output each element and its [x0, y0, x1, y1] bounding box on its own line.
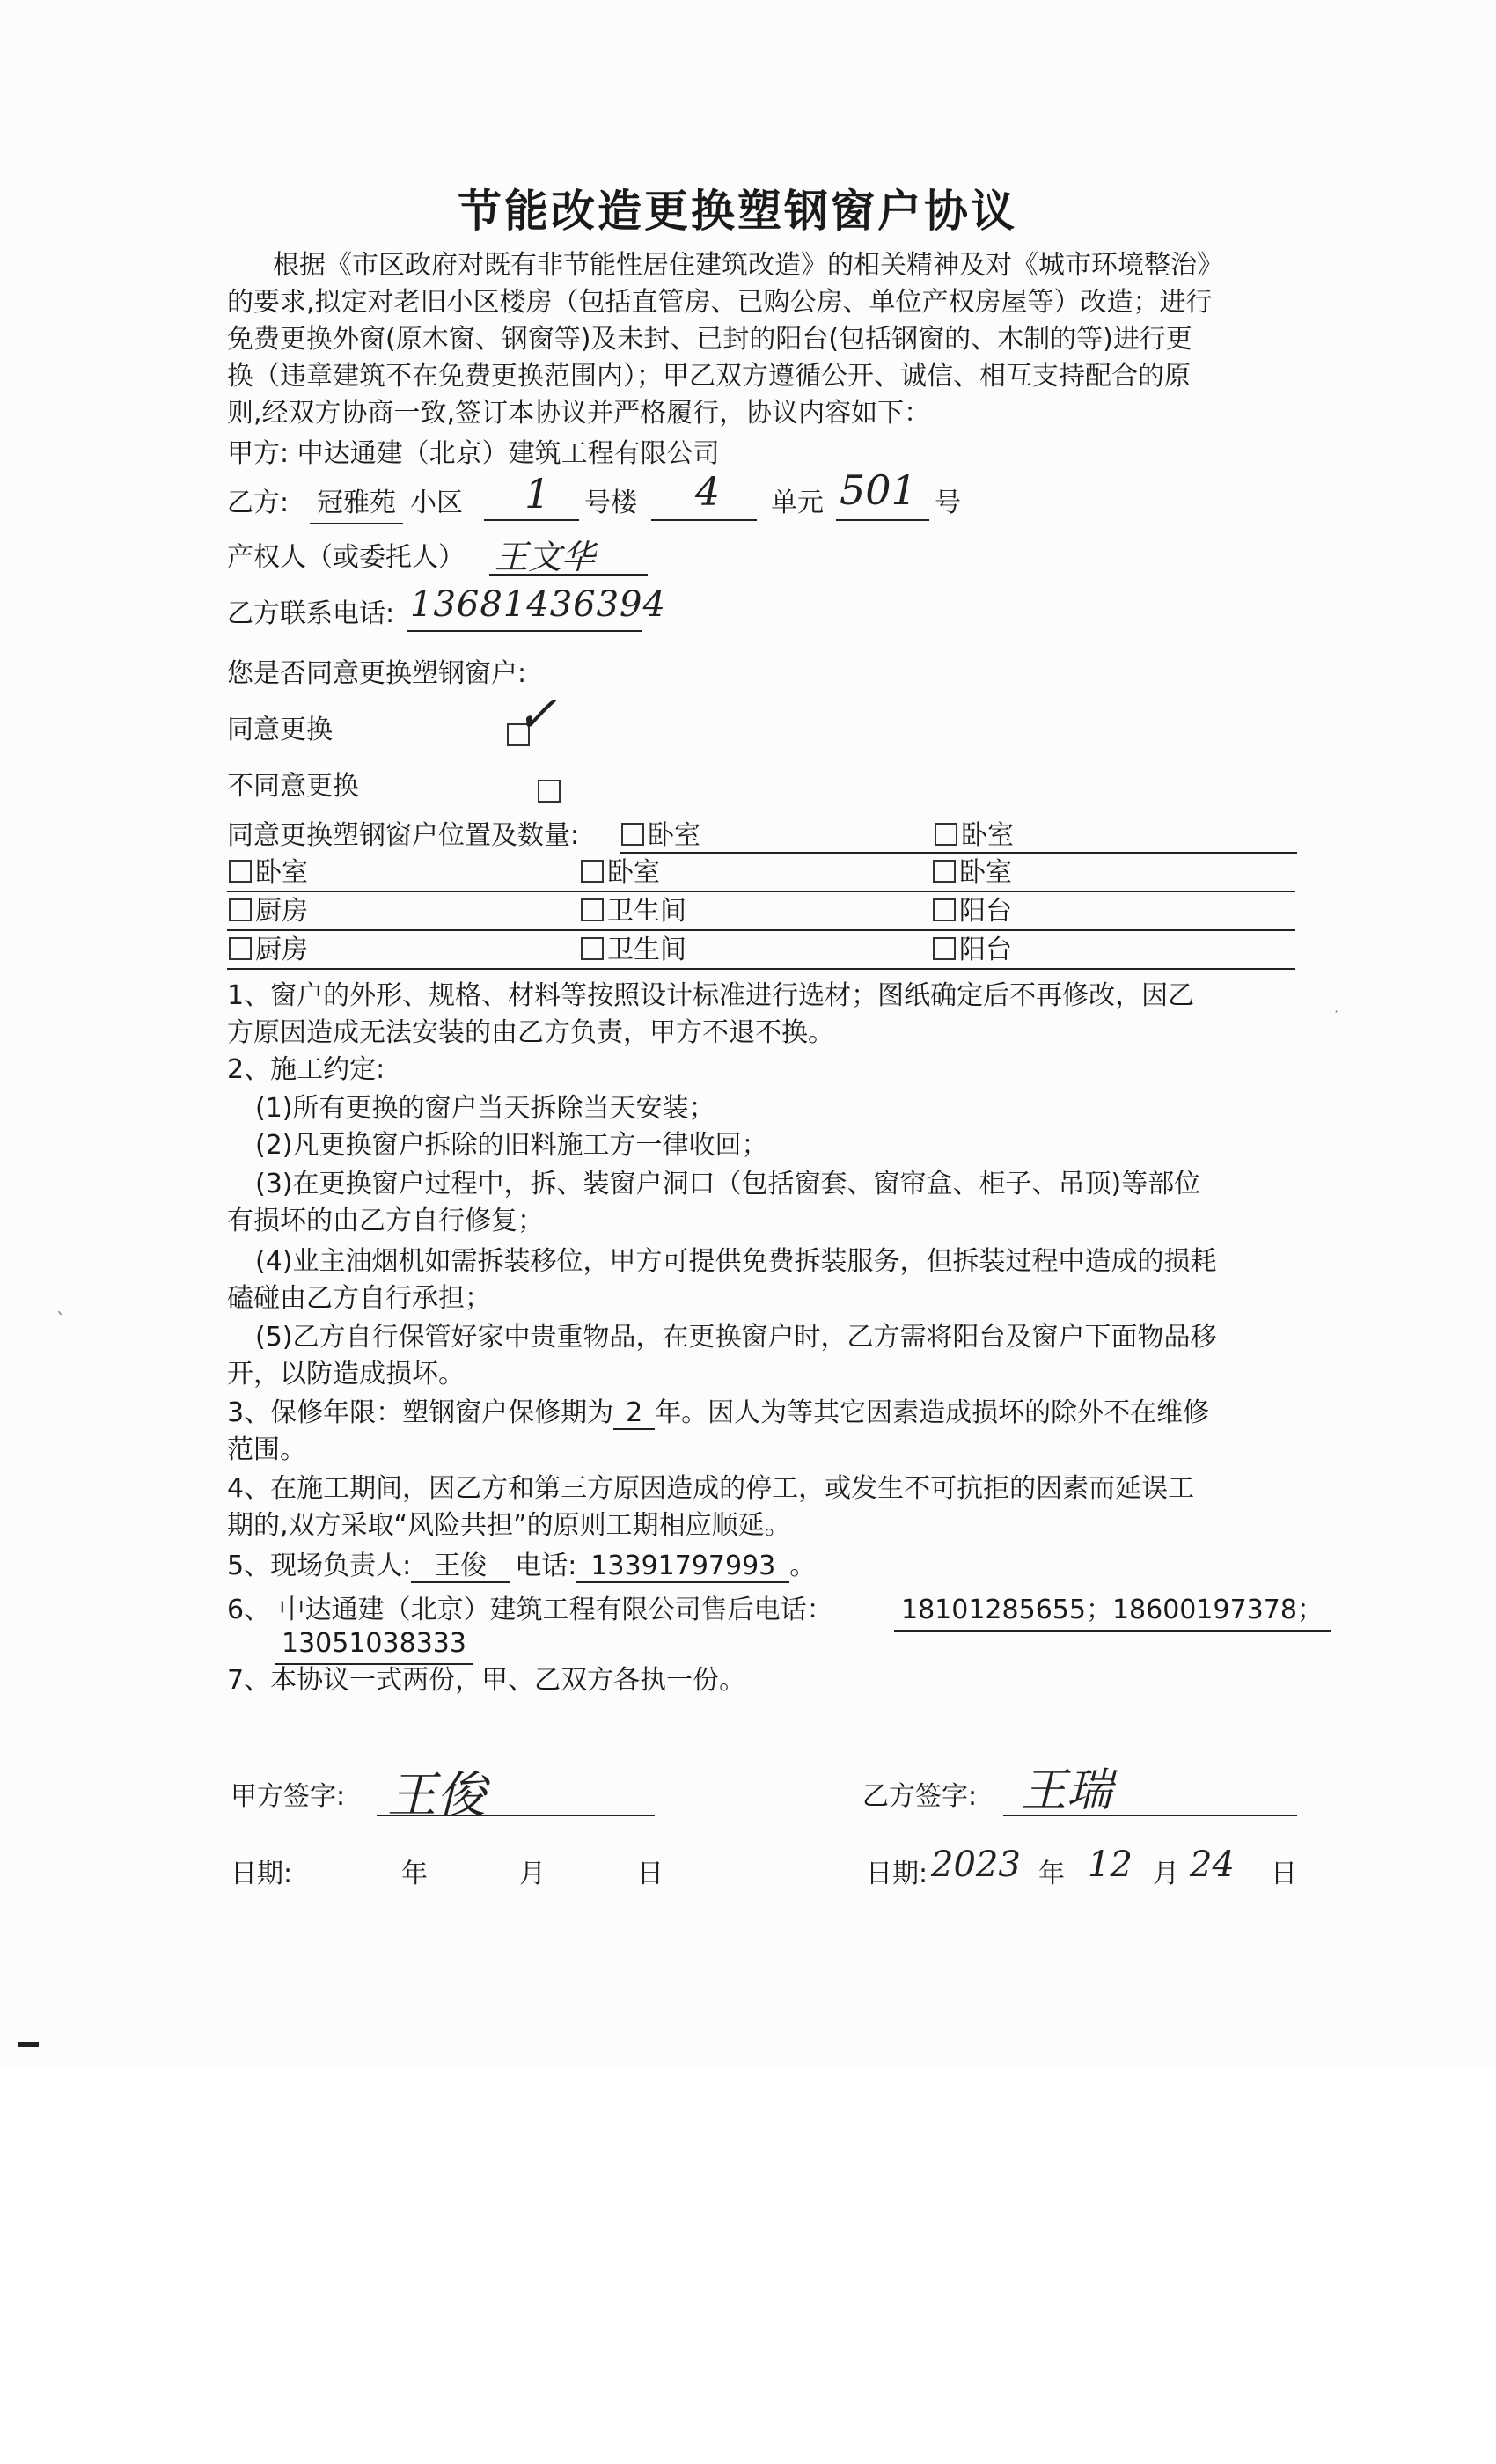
checkbox-icon: [933, 860, 956, 883]
table-rule-4: [227, 968, 1295, 970]
party-b-label: 乙方:: [227, 488, 290, 518]
room-label: 阳台: [959, 896, 1012, 927]
position-bedroom-4: [581, 854, 660, 892]
room-number: 501: [840, 466, 917, 514]
party-b-sign-label: 乙方签字:: [862, 1781, 978, 1812]
clause-3-line-1: [227, 1394, 1209, 1433]
clause-5-phone-label: 电话:: [515, 1551, 577, 1581]
room-underline: [836, 519, 929, 521]
position-bedroom-5: [933, 854, 1012, 892]
party-a-date-label: 日期:: [231, 1859, 293, 1889]
checkbox-icon: [621, 823, 644, 846]
clause-2-1: (1)所有更换的窗户当天拆除当天安装；: [255, 1093, 715, 1124]
phone-number: 13681436394: [410, 584, 666, 625]
phone-label: 乙方联系电话:: [227, 598, 395, 629]
room-label: 厨房: [255, 896, 308, 927]
building-suffix: 号楼: [584, 488, 637, 518]
clause-4-line-1: 4、在施工期间，因乙方和第三方原因造成的停工，或发生不可抗拒的因素而延误工: [227, 1473, 1195, 1504]
scan-speck: ·: [1334, 1003, 1339, 1020]
party-b-month: 月: [1153, 1859, 1179, 1889]
intro-line-4: 换（违章建筑不在免费更换范围内）；甲乙双方遵循公开、诚信、相互支持配合的原: [227, 361, 1191, 392]
disagree-checkbox: [538, 780, 561, 803]
room-label: 阳台: [959, 935, 1012, 965]
party-a-name: 中达通建（北京）建筑工程有限公司: [297, 438, 720, 469]
warranty-years: 2: [613, 1397, 655, 1430]
position-bedroom-1: [621, 817, 700, 855]
room-label: 卧室: [255, 857, 308, 888]
clause-6-pre: 6、 中达通建（北京）建筑工程有限公司售后电话：: [227, 1595, 833, 1625]
checkbox-icon: [933, 898, 956, 921]
clause-3-line-2: 范围。: [227, 1434, 306, 1465]
position-bathroom-2: [581, 931, 686, 970]
party-b-community-suffix: 小区: [410, 488, 463, 518]
party-a: [227, 435, 720, 473]
clause-1-line-2: 方原因造成无法安装的由乙方负责，甲方不退不换。: [227, 1017, 834, 1048]
clause-5-end: 。: [789, 1551, 817, 1581]
party-a-day: 日: [637, 1859, 664, 1889]
clause-2: 2、施工约定:: [227, 1054, 385, 1085]
intro-line-5: 则,经双方协商一致,签订本协议并严格履行，协议内容如下：: [227, 398, 931, 429]
phone-underline: [407, 630, 642, 632]
clause-7: 7、本协议一式两份，甲、乙双方各执一份。: [227, 1665, 746, 1696]
intro-line-3: 免费更换外窗(原木窗、钢窗等)及未封、已封的阳台(包括钢窗的、木制的等)进行更: [227, 324, 1192, 355]
after-sales-phones: 18101285655；18600197378；: [894, 1591, 1331, 1632]
building-number: 1: [524, 470, 551, 517]
clause-2-3-line-2: 有损坏的由乙方自行修复；: [227, 1206, 544, 1236]
building-underline: [484, 519, 579, 521]
room-label: 卧室: [648, 820, 700, 851]
party-b-date-label: 日期:: [866, 1859, 928, 1889]
position-bedroom-3: [229, 854, 308, 892]
positions-label: 同意更换塑钢窗户位置及数量:: [227, 820, 580, 851]
room-label: 卧室: [961, 820, 1014, 851]
party-a-sign-label: 甲方签字:: [231, 1781, 346, 1812]
clause-3-pre: 3、保修年限：塑钢窗户保修期为: [227, 1397, 614, 1428]
party-a-year: 年: [401, 1859, 428, 1889]
checkbox-icon: [581, 937, 604, 960]
party-a-label: 甲方:: [227, 438, 290, 469]
room-label: 厨房: [255, 935, 308, 965]
clause-3-post: 年。因人为等其它因素造成损坏的除外不在维修: [655, 1397, 1210, 1428]
party-b-year: 年: [1038, 1859, 1065, 1889]
party-b-day-value: 24: [1190, 1844, 1235, 1885]
party-b-year-value: 2023: [931, 1844, 1021, 1885]
party-b-day: 日: [1271, 1859, 1297, 1889]
checkbox-icon: [581, 898, 604, 921]
unit-underline: [651, 519, 757, 521]
party-b-month-value: 12: [1088, 1844, 1133, 1885]
party-b-signature: 王瑞: [1021, 1764, 1113, 1817]
clause-2-4-line-1: (4)业主油烟机如需拆装移位，甲方可提供免费拆装服务，但拆装过程中造成的损耗: [255, 1246, 1217, 1277]
document-title: 节能改造更换塑钢窗户协议: [458, 186, 1017, 237]
clause-1-line-1: 1、窗户的外形、规格、材料等按照设计标准进行选材；图纸确定后不再修改，因乙: [227, 980, 1195, 1011]
owner-label: 产权人（或委托人）: [227, 542, 465, 573]
position-bathroom-1: [581, 892, 686, 931]
checkbox-icon: [229, 860, 252, 883]
site-manager-name: 王俊: [411, 1551, 510, 1583]
after-sales-phone-3: 13051038333: [275, 1624, 473, 1665]
table-rule-2: [227, 891, 1295, 892]
owner-signature: 王文华: [495, 538, 596, 576]
site-manager-phone: 13391797993: [576, 1551, 789, 1583]
room-label: 卫生间: [607, 935, 686, 965]
intro-line-1: 根据《市区政府对既有非节能性居住建筑改造》的相关精神及对《城市环境整治》: [273, 250, 1223, 281]
party-b-community: 冠雅苑: [310, 484, 403, 524]
room-label: 卧室: [607, 857, 660, 888]
table-rule-3: [227, 929, 1295, 931]
clause-2-4-line-2: 磕碰由乙方自行承担；: [227, 1283, 491, 1314]
clause-2-3-line-1: (3)在更换窗户过程中，拆、装窗户洞口（包括窗套、窗帘盒、柜子、吊顶)等部位: [255, 1169, 1201, 1199]
checkbox-icon: [229, 898, 252, 921]
room-label: 卧室: [959, 857, 1012, 888]
position-bedroom-2: [935, 817, 1014, 855]
position-kitchen-2: [229, 931, 308, 970]
checkbox-icon: [581, 860, 604, 883]
disagree-label: 不同意更换: [227, 771, 359, 802]
room-label: 卫生间: [607, 896, 686, 927]
clause-2-5-line-2: 开，以防造成损坏。: [227, 1359, 465, 1390]
scan-speck: ˎ: [56, 1294, 65, 1315]
scan-edge-mark: [18, 2042, 39, 2047]
unit-number: 4: [695, 470, 720, 515]
clause-2-5-line-1: (5)乙方自行保管好家中贵重物品，在更换窗户时，乙方需将阳台及窗户下面物品移: [255, 1322, 1217, 1353]
clause-5-pre: 5、现场负责人:: [227, 1551, 412, 1581]
party-a-month: 月: [519, 1859, 546, 1889]
checkbox-icon: [935, 823, 957, 846]
checkbox-icon: [229, 937, 252, 960]
checkbox-icon: [933, 937, 956, 960]
clause-5: [227, 1547, 816, 1586]
position-balcony-2: [933, 931, 1012, 970]
unit-suffix: 单元: [771, 488, 824, 518]
position-balcony-1: [933, 892, 1012, 931]
agree-label: 同意更换: [227, 715, 333, 745]
intro-line-2: 的要求,拟定对老旧小区楼房（包括直管房、已购公房、单位产权房屋等）改造；进行: [227, 287, 1213, 318]
question: 您是否同意更换塑钢窗户:: [227, 658, 527, 689]
position-kitchen-1: [229, 892, 308, 931]
clause-2-2: (2)凡更换窗户拆除的旧料施工方一律收回；: [255, 1130, 768, 1161]
room-suffix: 号: [935, 488, 961, 518]
clause-4-line-2: 期的,双方采取“风险共担”的原则工期相应顺延。: [227, 1510, 791, 1541]
agree-checkmark: ✓: [516, 686, 557, 744]
party-a-signature: 王俊: [387, 1767, 486, 1824]
